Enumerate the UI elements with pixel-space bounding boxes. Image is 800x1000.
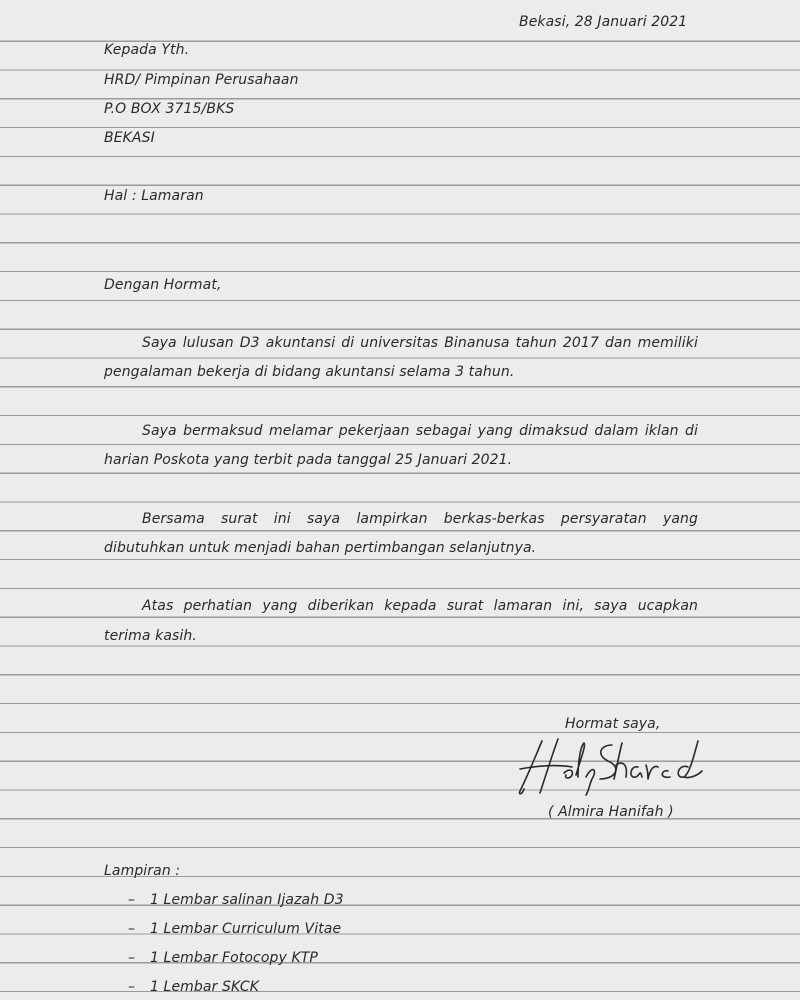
letter-salutation: Dengan Hormat, [104, 277, 222, 293]
paragraph-3-line-2: dibutuhkan untuk menjadi bahan pertimbangan selanjutnya. [104, 540, 537, 556]
paragraph-2-line-2: harian Poskota yang terbit pada tanggal 25 Januari 2021. [104, 452, 513, 468]
letter-closing: Hormat saya, [565, 716, 661, 732]
attachment-bullet: – [128, 950, 136, 966]
paragraph-4-line-2: terima kasih. [104, 628, 197, 644]
signature [512, 735, 712, 800]
signer-name: ( Almira Hanifah ) [548, 804, 674, 820]
attachment-bullet: – [128, 921, 136, 937]
paragraph-1-line-1: Saya lulusan D3 akuntansi di universitas Binanusa tahun 2017 dan memiliki [142, 335, 698, 351]
recipient-greeting: Kepada Yth. [104, 42, 190, 58]
attachment-item-2: 1 Lembar Curriculum Vitae [150, 921, 342, 937]
paragraph-3-line-1: Bersama surat ini saya lampirkan berkas-berkas persyaratan yang [142, 511, 698, 527]
attachment-item-3: 1 Lembar Fotocopy KTP [150, 950, 318, 966]
letter-subject: Hal : Lamaran [104, 188, 204, 204]
attachments-label: Lampiran : [104, 863, 181, 879]
paragraph-1-line-2: pengalaman bekerja di bidang akuntansi selama 3 tahun. [104, 364, 515, 380]
paragraph-4-line-1: Atas perhatian yang diberikan kepada surat lamaran ini, saya ucapkan [142, 598, 698, 614]
paragraph-2-line-1: Saya bermaksud melamar pekerjaan sebagai yang dimaksud dalam iklan di [142, 423, 698, 439]
attachment-item-4: 1 Lembar SKCK [150, 979, 260, 995]
attachment-bullet: – [128, 892, 136, 908]
letter-date: Bekasi, 28 Januari 2021 [519, 14, 688, 30]
recipient-name: HRD/ Pimpinan Perusahaan [104, 72, 299, 88]
recipient-address: P.O BOX 3715/BKS [104, 101, 235, 117]
attachment-bullet: – [128, 979, 136, 995]
recipient-city: BEKASI [104, 130, 155, 146]
attachment-item-1: 1 Lembar salinan Ijazah D3 [150, 892, 344, 908]
